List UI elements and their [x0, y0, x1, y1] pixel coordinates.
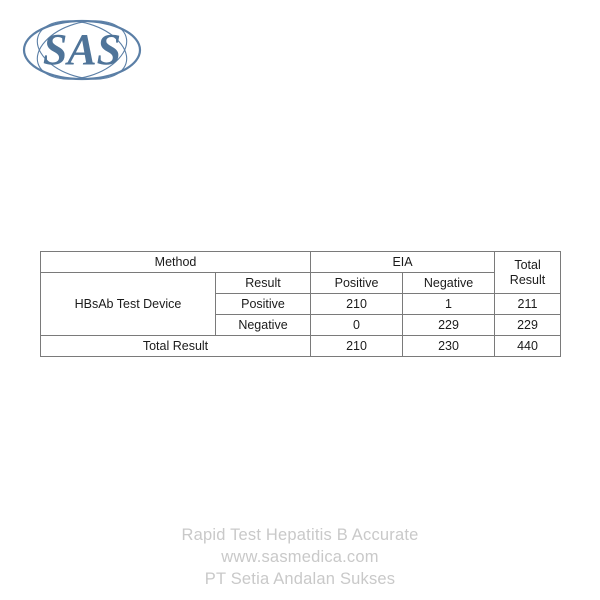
svg-text:SAS: SAS: [42, 25, 122, 74]
footer-line-website: www.sasmedica.com: [221, 548, 379, 566]
subheader-negative: Negative: [403, 273, 495, 294]
header-method: Method: [41, 252, 311, 273]
footer-watermark: [0, 524, 600, 590]
value-pos-pos: 210: [311, 294, 403, 315]
header-total-result-line2: Result: [509, 272, 546, 287]
footer-total-label: Total Result: [41, 336, 311, 357]
header-total-result-line1: Total: [514, 258, 541, 273]
row-label-device: HBsAb Test Device: [41, 273, 216, 336]
value-neg-pos: 0: [311, 315, 403, 336]
header-total-result: [495, 252, 561, 294]
table-row: [41, 336, 561, 357]
statistics-table-container: [40, 251, 560, 357]
grand-total: 440: [495, 336, 561, 357]
value-pos-neg: 1: [403, 294, 495, 315]
clinical-performance-table: [40, 251, 561, 357]
header-eia: EIA: [311, 252, 495, 273]
subheader-result: Result: [216, 273, 311, 294]
row-positive-label: Positive: [216, 294, 311, 315]
sas-logo: [18, 10, 148, 88]
subheader-positive: Positive: [311, 273, 403, 294]
row-negative-label: Negative: [216, 315, 311, 336]
footer-line-company: PT Setia Andalan Sukses: [204, 570, 396, 588]
value-neg-total: 229: [495, 315, 561, 336]
table-row: [41, 252, 561, 273]
value-neg-neg: 229: [403, 315, 495, 336]
table-row: [41, 273, 561, 294]
footer-line-product: Rapid Test Hepatitis B Accurate: [181, 526, 419, 544]
value-pos-total: 211: [495, 294, 561, 315]
total-pos: 210: [311, 336, 403, 357]
total-neg: 230: [403, 336, 495, 357]
